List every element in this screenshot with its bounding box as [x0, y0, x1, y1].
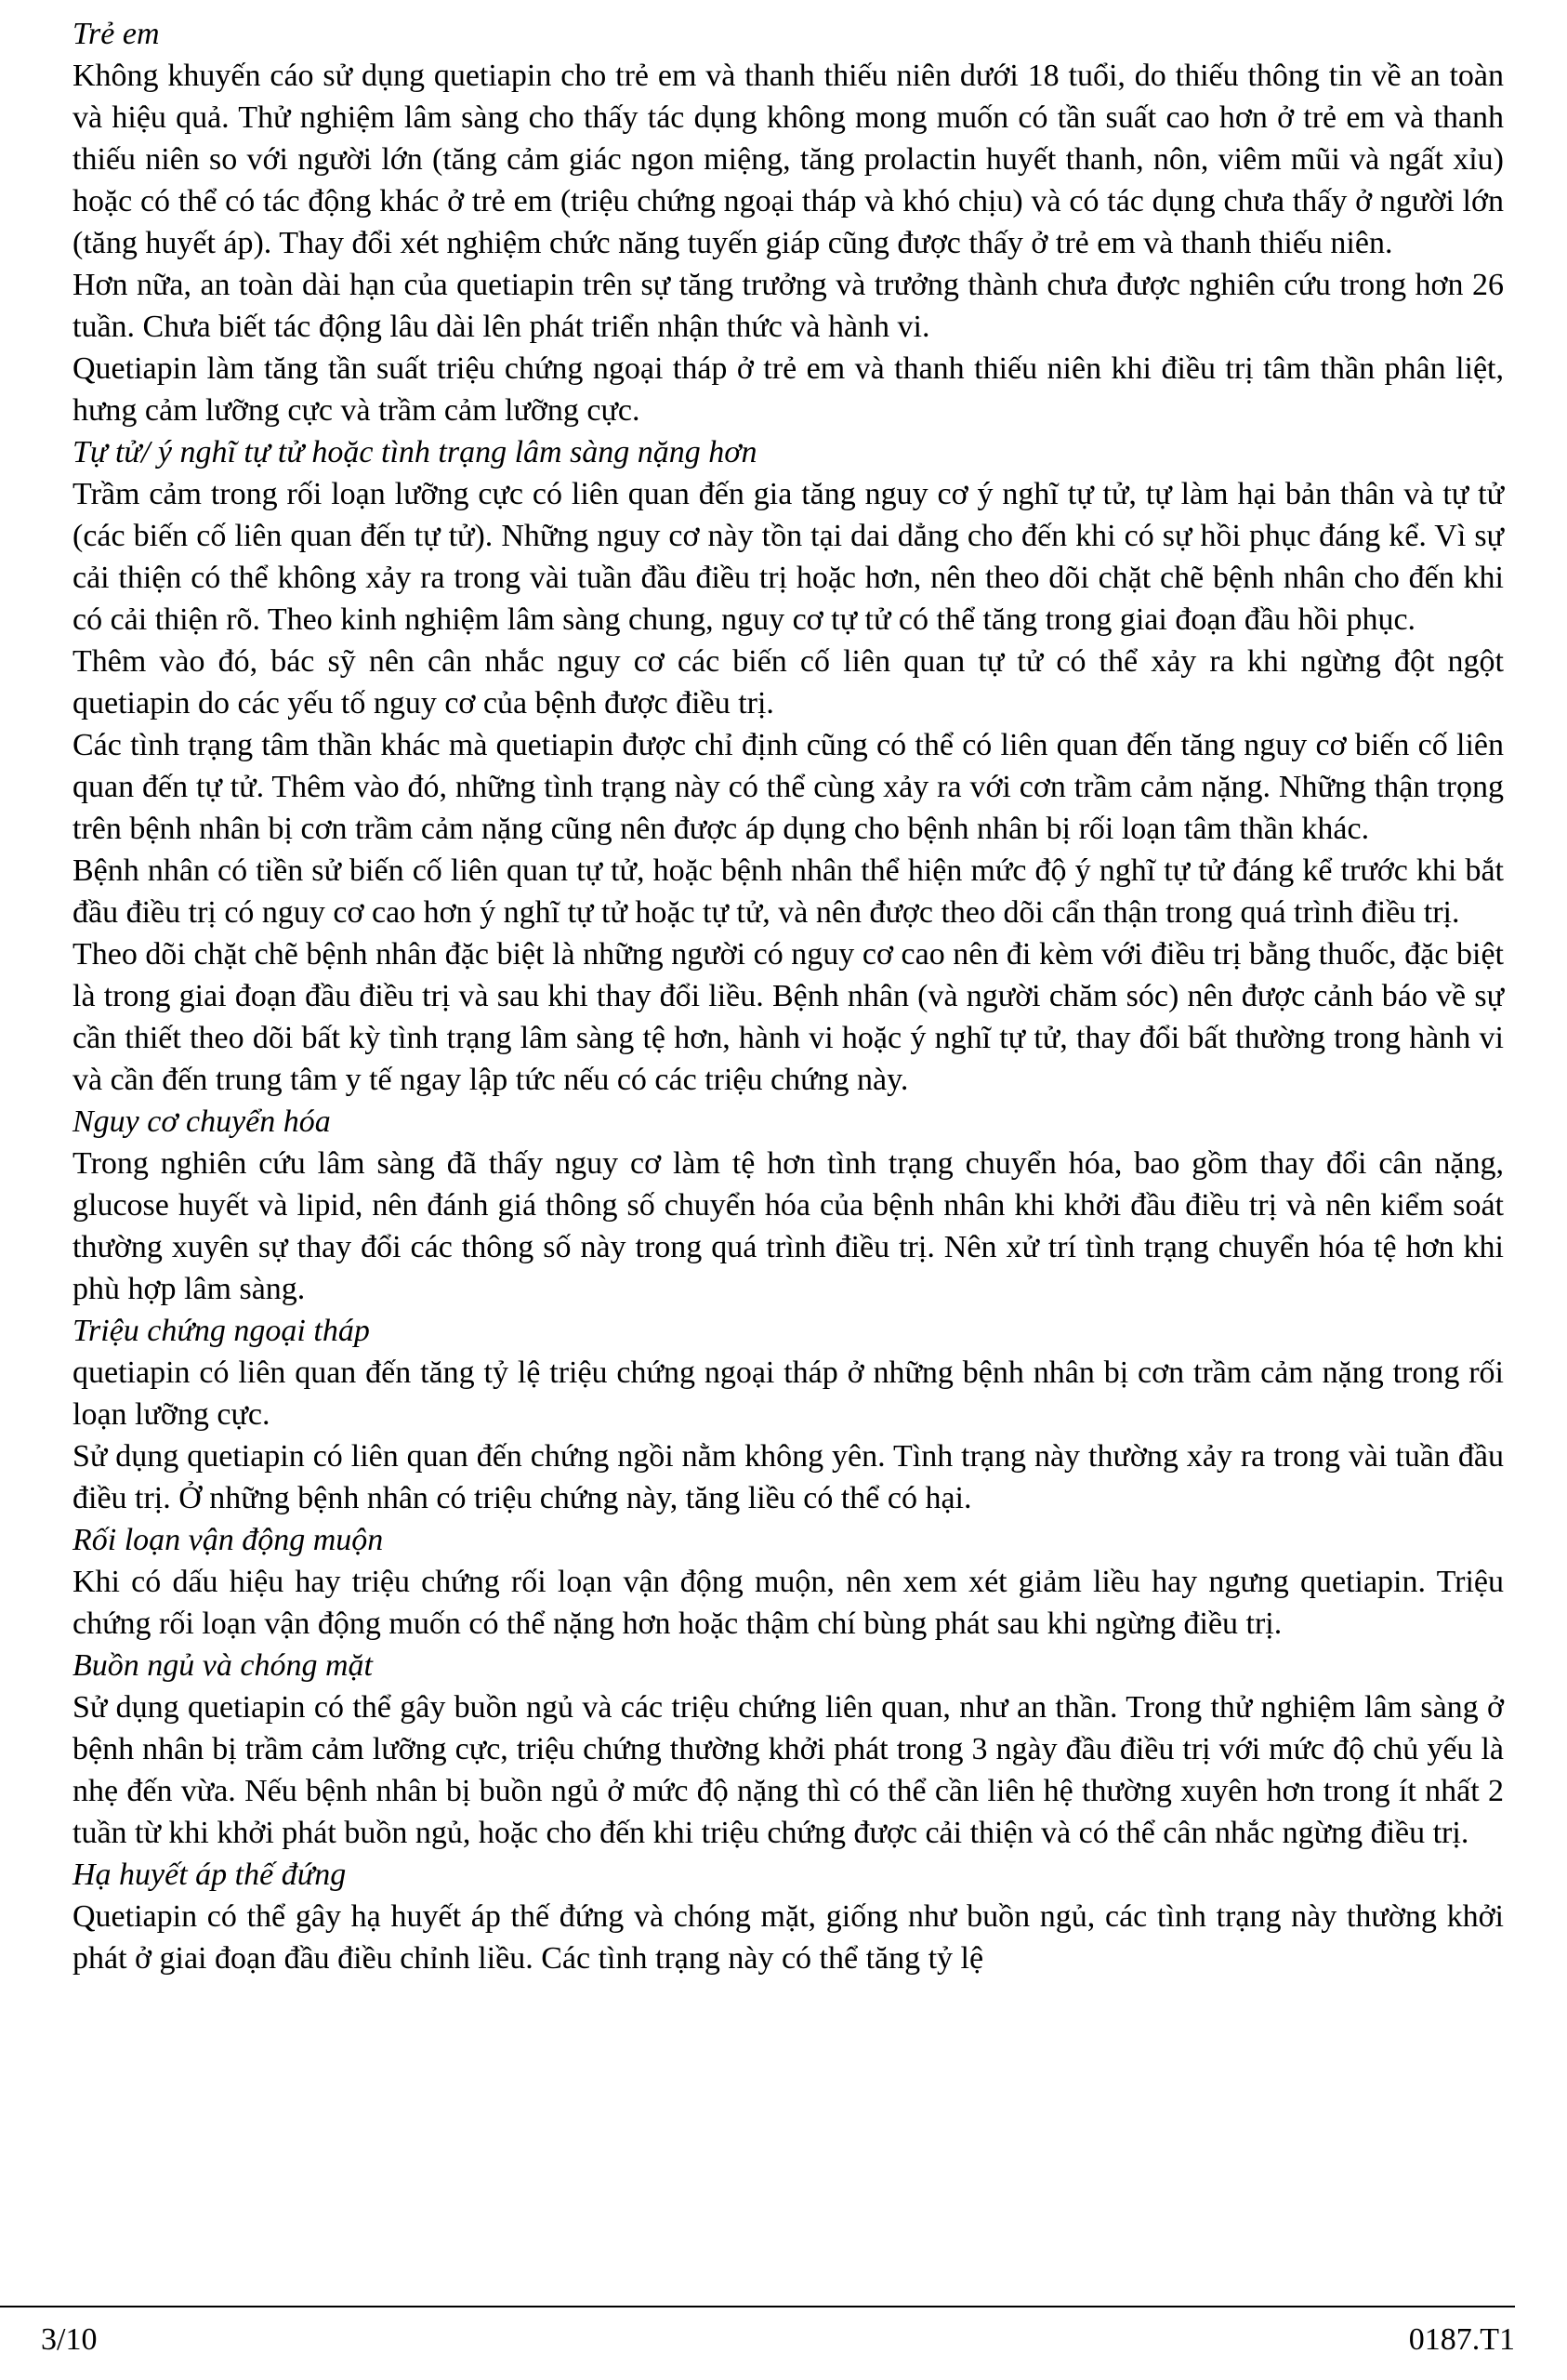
footer-divider	[0, 2306, 1515, 2307]
paragraph: Thêm vào đó, bác sỹ nên cân nhắc nguy cơ các biến cố liên quan tự tử có thể xảy ra khi ngừng đột ngột quetiapin do các yếu tố nguy cơ của bệnh được điều trị.	[72, 644, 1504, 721]
section-heading-nguy-co-chuyen-hoa: Nguy cơ chuyển hóa	[72, 1104, 331, 1139]
section-heading-buon-ngu-chong-mat: Buồn ngủ và chóng mặt	[72, 1648, 373, 1683]
paragraph: Quetiapin có thể gây hạ huyết áp thế đứng và chóng mặt, giống như buồn ngủ, các tình trạng này thường khởi phát ở giai đoạn đầu điều chỉnh liều. Các tình trạng này có thể tăng tỷ lệ	[72, 1899, 1504, 1976]
paragraph: Khi có dấu hiệu hay triệu chứng rối loạn vận động muộn, nên xem xét giảm liều hay ngưng quetiapin. Triệu chứng rối loạn vận động muốn có thể nặng hơn hoặc thậm chí bùng phát sau khi ngừng điều trị.	[72, 1565, 1504, 1641]
paragraph: Các tình trạng tâm thần khác mà quetiapin được chỉ định cũng có thể có liên quan đến tăng nguy cơ biến cố liên quan đến tự tử. Thêm vào đó, những tình trạng này có thể cùng xảy ra với cơn trầm cảm nặng. Những thận trọng trên bệnh nhân bị cơn trầm cảm nặng cũng nên được áp dụng cho bệnh nhân bị rối loạn tâm thần khác.	[72, 728, 1504, 846]
page-number: 3/10	[41, 2322, 98, 2357]
paragraph: Theo dõi chặt chẽ bệnh nhân đặc biệt là những người có nguy cơ cao nên đi kèm với điều trị bằng thuốc, đặc biệt là trong giai đoạn đầu điều trị và sau khi thay đổi liều. Bệnh nhân (và người chăm sóc) nên được cảnh báo về sự cần thiết theo dõi bất kỳ tình trạng lâm sàng tệ hơn, hành vi hoặc ý nghĩ tự tử, thay đổi bất thường trong hành vi và cần đến trung tâm y tế ngay lập tức nếu có các triệu chứng này.	[72, 937, 1504, 1097]
paragraph: Sử dụng quetiapin có thể gây buồn ngủ và các triệu chứng liên quan, như an thần. Trong thử nghiệm lâm sàng ở bệnh nhân bị trầm cảm lưỡng cực, triệu chứng thường khởi phát trong 3 ngày đầu điều trị với mức độ chủ yếu là nhẹ đến vừa. Nếu bệnh nhân bị buồn ngủ ở mức độ nặng thì có thể cần liên hệ thường xuyên hơn trong ít nhất 2 tuần từ khi khởi phát buồn ngủ, hoặc cho đến khi triệu chứng được cải thiện và có thể cân nhắc ngừng điều trị.	[72, 1690, 1504, 1850]
paragraph: Không khuyến cáo sử dụng quetiapin cho trẻ em và thanh thiếu niên dưới 18 tuổi, do thiếu thông tin về an toàn và hiệu quả. Thử nghiệm lâm sàng cho thấy tác dụng không mong muốn có tần suất cao hơn ở trẻ em và thanh thiếu niên so với người lớn (tăng cảm giác ngon miệng, tăng prolactin huyết thanh, nôn, viêm mũi và ngất xỉu) hoặc có thể có tác động khác ở trẻ em (triệu chứng ngoại tháp và khó chịu) và có tác dụng chưa thấy ở người lớn (tăng huyết áp). Thay đổi xét nghiệm chức năng tuyến giáp cũng được thấy ở trẻ em và thanh thiếu niên.	[72, 59, 1504, 260]
paragraph: Trầm cảm trong rối loạn lưỡng cực có liên quan đến gia tăng nguy cơ ý nghĩ tự tử, tự làm hại bản thân và tự tử (các biến cố liên quan đến tự tử). Những nguy cơ này tồn tại dai dẳng cho đến khi có sự hồi phục đáng kể. Vì sự cải thiện có thể không xảy ra trong vài tuần đầu điều trị hoặc hơn, nên theo dõi chặt chẽ bệnh nhân cho đến khi có cải thiện rõ. Theo kinh nghiệm lâm sàng chung, nguy cơ tự tử có thể tăng trong giai đoạn đầu hồi phục.	[72, 477, 1504, 637]
document-code: 0187.T1	[1408, 2322, 1515, 2357]
section-heading-ha-huyet-ap-the-dung: Hạ huyết áp thế đứng	[72, 1858, 347, 1892]
section-heading-tu-tu: Tự tử/ ý nghĩ tự tử hoặc tình trạng lâm sàng nặng hơn	[72, 435, 757, 469]
paragraph: Bệnh nhân có tiền sử biến cố liên quan tự tử, hoặc bệnh nhân thể hiện mức độ ý nghĩ tự tử đáng kể trước khi bắt đầu điều trị có nguy cơ cao hơn ý nghĩ tự tử hoặc tự tử, và nên được theo dõi cẩn thận trong quá trình điều trị.	[72, 853, 1504, 930]
paragraph: Sử dụng quetiapin có liên quan đến chứng ngồi nằm không yên. Tình trạng này thường xảy ra trong vài tuần đầu điều trị. Ở những bệnh nhân có triệu chứng này, tăng liều có thể có hại.	[72, 1439, 1504, 1515]
paragraph: Hơn nữa, an toàn dài hạn của quetiapin trên sự tăng trưởng và trưởng thành chưa được nghiên cứu trong hơn 26 tuần. Chưa biết tác động lâu dài lên phát triển nhận thức và hành vi.	[72, 268, 1504, 344]
paragraph: Quetiapin làm tăng tần suất triệu chứng ngoại tháp ở trẻ em và thanh thiếu niên khi điều trị tâm thần phân liệt, hưng cảm lưỡng cực và trầm cảm lưỡng cực.	[72, 351, 1504, 428]
paragraph: quetiapin có liên quan đến tăng tỷ lệ triệu chứng ngoại tháp ở những bệnh nhân bị cơn trầm cảm nặng trong rối loạn lưỡng cực.	[72, 1355, 1504, 1432]
document-page	[72, 13, 1504, 1979]
section-heading-trieu-chung-ngoai-thap: Triệu chứng ngoại tháp	[72, 1314, 370, 1348]
section-heading-roi-loan-van-dong-muon: Rối loạn vận động muộn	[72, 1523, 384, 1557]
paragraph: Trong nghiên cứu lâm sàng đã thấy nguy cơ làm tệ hơn tình trạng chuyển hóa, bao gồm thay đổi cân nặng, glucose huyết và lipid, nên đánh giá thông số chuyển hóa của bệnh nhân khi khởi đầu điều trị và nên kiểm soát thường xuyên sự thay đổi các thông số này trong quá trình điều trị. Nên xử trí tình trạng chuyển hóa tệ hơn khi phù hợp lâm sàng.	[72, 1146, 1504, 1306]
section-heading-tre-em: Trẻ em	[72, 17, 160, 51]
